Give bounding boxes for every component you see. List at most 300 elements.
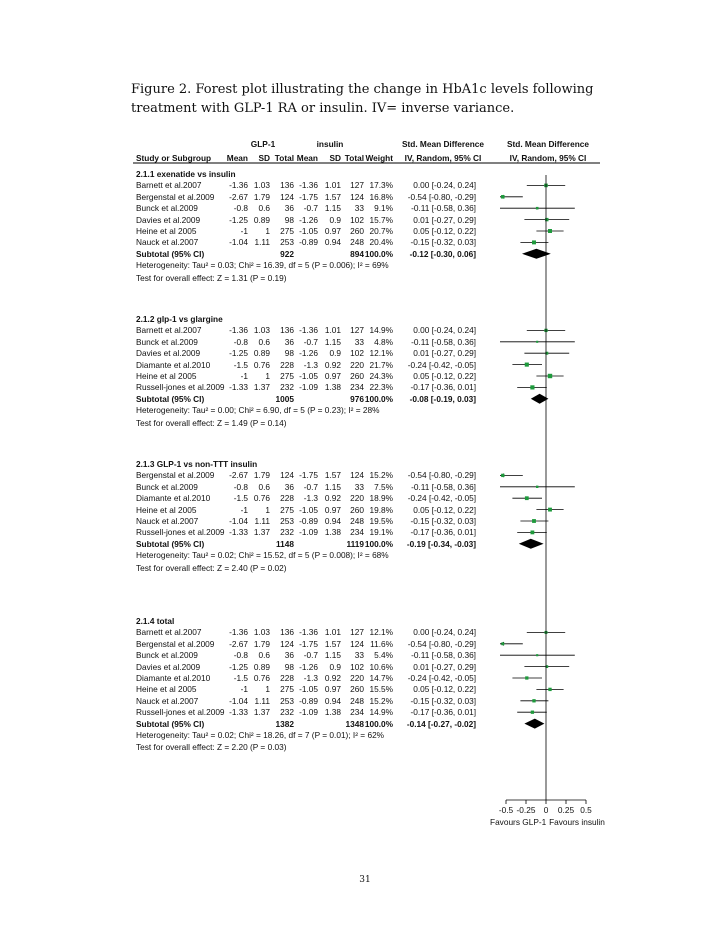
study-weight: 21.7%	[369, 359, 393, 370]
subgroup-title: 2.1.1 exenatide vs insulin	[136, 169, 236, 179]
study-name: Bergenstal et al.2009	[136, 470, 215, 481]
study-ci: -0.17 [-0.36, 0.01]	[410, 707, 476, 718]
page-number: 31	[359, 875, 371, 885]
glp1-mean: -0.8	[233, 336, 248, 347]
glp1-sd: 0.6	[258, 203, 270, 214]
study-weight: 15.7%	[369, 214, 393, 225]
subtotal-diamond	[524, 719, 544, 729]
study-name: Barnett et al.2007	[136, 180, 202, 191]
insulin-mean: -1.05	[299, 371, 318, 381]
study-ci: -0.11 [-0.58, 0.36]	[411, 336, 476, 347]
insulin-sd: 1.15	[324, 650, 341, 661]
study-marker	[548, 688, 551, 691]
glp1-total: 136	[280, 325, 294, 336]
glp1-sd: 1	[265, 504, 270, 515]
smd-right-sub: IV, Random, 95% CI	[509, 153, 587, 163]
insulin-total: 124	[350, 470, 364, 481]
study-ci: -0.24 [-0.42, -0.05]	[407, 359, 476, 370]
subtotal-label: Subtotal (95% CI)	[136, 718, 205, 729]
insulin-total: 124	[350, 638, 364, 649]
glp1-mean: -2.67	[229, 191, 248, 202]
glp1-sd: 0.76	[253, 359, 270, 370]
glp1-total: 228	[280, 359, 294, 370]
glp1-mean: -1.33	[229, 527, 248, 538]
glp1-mean: -1.25	[229, 661, 248, 672]
subtotal-insulin-total: 894	[350, 248, 364, 259]
glp1-total: 136	[280, 627, 294, 638]
glp1-mean: -1.04	[229, 516, 248, 526]
study-weight: 16.8%	[369, 191, 393, 202]
study-name: Bunck et al.2009	[136, 650, 198, 661]
insulin-sd: 1.01	[324, 325, 341, 336]
insulin-total: 260	[350, 684, 364, 695]
insulin-mean: -1.36	[299, 627, 318, 638]
study-ci: -0.11 [-0.58, 0.36]	[411, 650, 476, 661]
study-name: Bunck et al.2009	[136, 203, 198, 214]
subtotal-ci: -0.14 [-0.27, -0.02]	[406, 718, 476, 729]
insulin-mean: -1.3	[303, 493, 318, 504]
study-name: Diamante et al.2010	[136, 359, 211, 370]
study-marker	[501, 474, 504, 477]
study-marker	[536, 207, 539, 210]
smd-right-title: Std. Mean Difference	[506, 139, 590, 149]
study-ci: -0.17 [-0.36, 0.01]	[410, 382, 476, 393]
glp1-sd: 0.6	[258, 481, 270, 492]
insulin-mean: -1.09	[299, 382, 318, 393]
subtotal-glp1-total: 1005	[275, 393, 294, 404]
insulin-total: 220	[350, 673, 364, 683]
subtotal-ci: -0.19 [-0.34, -0.03]	[406, 538, 476, 549]
glp1-mean: -1	[240, 371, 248, 381]
subtotal-glp1-total: 1148	[276, 538, 294, 549]
glp1-mean: -1.04	[229, 237, 248, 248]
study-ci: 0.01 [-0.27, 0.29]	[413, 214, 476, 225]
glp1-sd: 1.79	[253, 470, 270, 481]
insulin-sd: 1.15	[324, 336, 341, 347]
study-marker	[532, 519, 536, 523]
glp1-mean: -1	[240, 226, 248, 236]
insulin-total: 102	[350, 661, 364, 672]
glp1-total: 36	[284, 203, 294, 214]
subtotal-glp1-total: 1382	[275, 718, 294, 729]
study-marker	[501, 195, 505, 199]
study-weight: 11.6%	[370, 638, 393, 649]
insulin-mean: -1.05	[299, 684, 318, 695]
glp1-mean: -1.33	[229, 382, 248, 393]
glp1-mean: -1.36	[229, 325, 248, 336]
glp1-sd: 1.03	[253, 627, 270, 638]
study-ci: -0.24 [-0.42, -0.05]	[407, 673, 476, 683]
insulin-mean: -1.3	[303, 673, 318, 683]
glp1-mean: -1	[240, 684, 248, 695]
study-name: Bunck et al.2009	[136, 336, 198, 347]
subtotal-ci: -0.12 [-0.30, 0.06]	[409, 248, 476, 259]
insulin-total: 102	[350, 348, 364, 359]
study-ci: 0.00 [-0.24, 0.24]	[413, 180, 476, 191]
insulin-total: 127	[350, 180, 364, 191]
study-weight: 14.7%	[369, 673, 393, 683]
study-weight: 18.9%	[369, 493, 393, 504]
glp1-mean: -0.8	[233, 650, 248, 661]
insulin-mean: -1.09	[299, 527, 318, 538]
x-tick-label: 0.5	[580, 805, 592, 815]
study-ci: 0.05 [-0.12, 0.22]	[413, 684, 476, 695]
study-marker	[525, 676, 528, 679]
x-tick-label: -0.25	[516, 805, 536, 815]
insulin-total: 234	[350, 527, 364, 538]
study-ci: -0.54 [-0.80, -0.29]	[407, 470, 476, 481]
study-ci: 0.00 [-0.24, 0.24]	[413, 627, 476, 638]
glp1-total: 253	[280, 695, 294, 706]
glp1-mean: -1.5	[233, 673, 248, 683]
insulin-sd: 0.92	[324, 673, 341, 683]
insulin-sd: 1.01	[324, 627, 341, 638]
study-ci: -0.15 [-0.32, 0.03]	[410, 516, 476, 526]
glp1-mean: -0.8	[233, 203, 248, 214]
subtotal-label: Subtotal (95% CI)	[136, 248, 205, 259]
insulin-mean: -1.05	[299, 504, 318, 515]
subgroup-title: 2.1.2 glp-1 vs glargine	[136, 314, 223, 324]
study-marker	[536, 486, 538, 488]
insulin-mean: -0.89	[299, 237, 318, 248]
study-ci: 0.05 [-0.12, 0.22]	[413, 226, 476, 236]
insulin-group-header: insulin	[316, 139, 344, 149]
favours-left-label: Favours GLP-1	[490, 817, 547, 827]
insulin-sd: 0.9	[329, 348, 341, 359]
insulin-sd: 0.97	[324, 371, 341, 381]
insulin-sd: 0.97	[324, 684, 341, 695]
glp1-mean: -1.5	[233, 359, 248, 370]
glp1-total: 275	[280, 226, 294, 236]
glp1-mean: -1.36	[229, 627, 248, 638]
glp1-total: 275	[280, 504, 294, 515]
glp1-mean: -1.5	[233, 493, 248, 504]
glp1-total: 124	[280, 191, 294, 202]
insulin-total-header: Total	[344, 153, 364, 163]
insulin-mean-header: Mean	[296, 153, 318, 163]
glp1-total: 232	[280, 382, 294, 393]
insulin-total: 33	[354, 481, 364, 492]
study-ci: -0.24 [-0.42, -0.05]	[407, 493, 476, 504]
insulin-mean: -1.36	[299, 180, 318, 191]
insulin-sd: 0.94	[324, 237, 341, 248]
glp1-sd: 1.79	[253, 191, 270, 202]
insulin-sd-header: SD	[329, 153, 341, 163]
insulin-total: 33	[354, 336, 364, 347]
insulin-mean: -0.7	[303, 650, 318, 661]
insulin-total: 260	[350, 504, 364, 515]
study-weight: 22.3%	[369, 382, 393, 393]
smd-left-sub: IV, Random, 95% CI	[404, 153, 482, 163]
glp1-mean: -1.25	[229, 214, 248, 225]
glp1-sd: 0.89	[253, 214, 270, 225]
heterogeneity-text: Heterogeneity: Tau² = 0.02; Chi² = 15.52, df = 5 (P = 0.008); I² = 68%	[136, 550, 389, 561]
subtotal-ci: -0.08 [-0.19, 0.03]	[409, 393, 476, 404]
glp1-total: 36	[284, 336, 294, 347]
insulin-total: 33	[354, 650, 364, 661]
insulin-total: 220	[350, 493, 364, 504]
glp1-total: 136	[280, 180, 294, 191]
insulin-total: 234	[350, 382, 364, 393]
weight-header: Weight	[365, 153, 393, 163]
study-marker	[548, 508, 552, 512]
insulin-sd: 1.01	[324, 180, 341, 191]
glp1-sd: 1.11	[254, 237, 270, 248]
x-tick-label: 0	[543, 805, 549, 815]
overall-effect-text: Test for overall effect: Z = 2.40 (P = 0.02)	[136, 562, 287, 573]
insulin-total: 248	[350, 237, 364, 248]
study-weight: 14.9%	[369, 325, 393, 336]
glp1-group-header: GLP-1	[250, 139, 276, 149]
glp1-mean-header: Mean	[226, 153, 248, 163]
subtotal-insulin-total: 976	[350, 393, 364, 404]
favours-right-label: Favours insulin	[549, 817, 605, 827]
study-ci: -0.54 [-0.80, -0.29]	[407, 638, 476, 649]
glp1-sd: 1.37	[253, 527, 270, 538]
heterogeneity-text: Heterogeneity: Tau² = 0.00; Chi² = 6.90, df = 5 (P = 0.23); I² = 28%	[136, 405, 380, 416]
insulin-sd: 1.15	[324, 481, 341, 492]
study-weight: 4.8%	[374, 336, 393, 347]
glp1-sd: 0.6	[258, 650, 270, 661]
study-col-header: Study or Subgroup	[136, 153, 212, 163]
overall-effect-text: Test for overall effect: Z = 2.20 (P = 0.03)	[136, 742, 287, 753]
insulin-total: 260	[350, 226, 364, 236]
glp1-total: 36	[284, 481, 294, 492]
insulin-total: 248	[350, 695, 364, 706]
study-weight: 7.5%	[374, 481, 393, 492]
glp1-total: 253	[280, 237, 294, 248]
study-ci: 0.01 [-0.27, 0.29]	[413, 348, 476, 359]
glp1-total: 275	[280, 684, 294, 695]
glp1-total-header: Total	[274, 153, 294, 163]
study-ci: -0.15 [-0.32, 0.03]	[410, 695, 476, 706]
glp1-mean: -2.67	[229, 638, 248, 649]
subtotal-glp1-total: 922	[280, 248, 294, 259]
glp1-sd: 0.89	[253, 661, 270, 672]
study-weight: 19.8%	[369, 504, 393, 515]
figure-caption: Figure 2. Forest plot illustrating the change in HbA1c levels following treatment with GLP-1 RA or insulin. IV= inverse variance.	[131, 82, 594, 116]
glp1-sd: 0.76	[253, 493, 270, 504]
insulin-sd: 0.97	[324, 504, 341, 515]
glp1-sd: 1.37	[253, 382, 270, 393]
insulin-mean: -1.05	[299, 226, 318, 236]
study-weight: 20.7%	[369, 226, 393, 236]
insulin-sd: 1.38	[324, 707, 341, 718]
study-name: Russell-jones et al.2009	[136, 707, 225, 718]
study-name: Barnett et al.2007	[136, 325, 202, 336]
study-name: Davies et al.2009	[136, 348, 201, 359]
study-ci: -0.11 [-0.58, 0.36]	[411, 203, 476, 214]
glp1-total: 232	[280, 707, 294, 718]
insulin-total: 33	[354, 203, 364, 214]
glp1-sd: 1	[265, 371, 270, 381]
insulin-mean: -0.7	[303, 203, 318, 214]
study-weight: 14.9%	[369, 707, 393, 718]
study-name: Davies et al.2009	[136, 661, 201, 672]
study-name: Nauck et al.2007	[136, 237, 199, 248]
insulin-total: 248	[350, 516, 364, 526]
insulin-mean: -0.89	[299, 695, 318, 706]
glp1-total: 98	[284, 661, 294, 672]
glp1-mean: -1.33	[229, 707, 248, 718]
glp1-mean: -1	[240, 504, 248, 515]
study-weight: 19.1%	[369, 527, 393, 538]
subtotal-weight: 100.0%	[364, 718, 393, 729]
glp1-sd: 1.37	[253, 707, 270, 718]
study-marker	[532, 240, 536, 244]
glp1-sd: 1.03	[253, 325, 270, 336]
insulin-mean: -1.09	[299, 707, 318, 718]
insulin-mean: -1.3	[303, 359, 318, 370]
insulin-mean: -1.26	[299, 214, 318, 225]
glp1-total: 98	[284, 348, 294, 359]
insulin-sd: 1.57	[324, 470, 341, 481]
study-weight: 17.3%	[369, 180, 393, 191]
study-weight: 5.4%	[374, 650, 393, 661]
insulin-mean: -1.26	[299, 661, 318, 672]
insulin-sd: 1.38	[324, 382, 341, 393]
glp1-total: 228	[280, 673, 294, 683]
glp1-mean: -2.67	[229, 470, 248, 481]
insulin-mean: -1.75	[299, 470, 318, 481]
insulin-total: 220	[350, 359, 364, 370]
glp1-sd: 0.89	[253, 348, 270, 359]
x-tick-label: 0.25	[557, 805, 575, 815]
subgroup-title: 2.1.3 GLP-1 vs non-TTT insulin	[136, 459, 258, 469]
subtotal-weight: 100.0%	[364, 393, 393, 404]
study-name: Diamante et al.2010	[136, 673, 211, 683]
study-name: Bunck et al.2009	[136, 481, 198, 492]
study-marker	[525, 363, 529, 367]
insulin-total: 127	[350, 627, 364, 638]
insulin-sd: 1.57	[324, 191, 341, 202]
heterogeneity-text: Heterogeneity: Tau² = 0.02; Chi² = 18.26, df = 7 (P = 0.01); I² = 62%	[136, 730, 385, 740]
insulin-total: 124	[350, 191, 364, 202]
glp1-sd: 1	[265, 684, 270, 695]
study-marker	[501, 642, 504, 645]
study-ci: -0.54 [-0.80, -0.29]	[407, 191, 476, 202]
study-weight: 10.6%	[369, 661, 393, 672]
study-name: Heine et al 2005	[136, 504, 197, 515]
study-marker	[530, 385, 534, 389]
study-ci: 0.05 [-0.12, 0.22]	[413, 371, 476, 381]
subtotal-insulin-total: 1348	[345, 718, 364, 729]
subtotal-insulin-total: 1119	[346, 538, 364, 549]
subtotal-weight: 100.0%	[364, 538, 393, 549]
study-name: Heine et al 2005	[136, 684, 197, 695]
study-ci: -0.11 [-0.58, 0.36]	[411, 481, 476, 492]
study-marker	[532, 699, 535, 702]
study-weight: 24.3%	[369, 371, 393, 381]
glp1-total: 275	[280, 371, 294, 381]
insulin-mean: -0.7	[303, 481, 318, 492]
insulin-sd: 0.9	[329, 214, 341, 225]
glp1-total: 228	[280, 493, 294, 504]
study-weight: 19.5%	[369, 516, 393, 526]
study-marker	[525, 496, 529, 500]
insulin-sd: 0.94	[324, 516, 341, 526]
glp1-sd: 1	[265, 226, 270, 236]
study-ci: 0.05 [-0.12, 0.22]	[413, 504, 476, 515]
subtotal-label: Subtotal (95% CI)	[136, 538, 205, 549]
insulin-sd: 0.97	[324, 226, 341, 236]
smd-left-title: Std. Mean Difference	[401, 139, 485, 149]
study-weight: 20.4%	[369, 237, 393, 248]
insulin-total: 127	[350, 325, 364, 336]
insulin-mean: -1.75	[299, 638, 318, 649]
glp1-total: 124	[280, 470, 294, 481]
study-marker	[548, 374, 552, 378]
study-ci: 0.01 [-0.27, 0.29]	[413, 661, 476, 672]
study-ci: -0.15 [-0.32, 0.03]	[410, 237, 476, 248]
glp1-sd: 1.79	[253, 638, 270, 649]
heterogeneity-text: Heterogeneity: Tau² = 0.03; Chi² = 16.39, df = 5 (P = 0.006); I² = 69%	[136, 260, 389, 271]
study-name: Heine et al 2005	[136, 371, 197, 381]
subgroup-title: 2.1.4 total	[136, 616, 175, 626]
insulin-total: 102	[350, 214, 364, 225]
study-weight: 15.2%	[369, 695, 393, 706]
glp1-total: 124	[280, 638, 294, 649]
glp1-mean: -1.25	[229, 348, 248, 359]
study-weight: 15.2%	[369, 470, 393, 481]
insulin-sd: 1.57	[324, 638, 341, 649]
glp1-total: 253	[280, 516, 294, 526]
glp1-sd: 0.76	[253, 673, 270, 683]
insulin-sd: 1.38	[324, 527, 341, 538]
insulin-total: 260	[350, 371, 364, 381]
glp1-sd: 1.03	[253, 180, 270, 191]
study-weight: 12.1%	[369, 348, 393, 359]
subtotal-diamond	[519, 539, 544, 549]
insulin-sd: 0.92	[324, 493, 341, 504]
insulin-sd: 0.92	[324, 359, 341, 370]
study-name: Barnett et al.2007	[136, 627, 202, 638]
insulin-mean: -1.36	[299, 325, 318, 336]
glp1-sd: 0.6	[258, 336, 270, 347]
study-weight: 9.1%	[374, 203, 393, 214]
study-weight: 15.5%	[369, 684, 393, 695]
study-name: Bergenstal et al.2009	[136, 191, 215, 202]
study-weight: 12.1%	[369, 627, 393, 638]
glp1-total: 232	[280, 527, 294, 538]
study-name: Russell-jones et al.2009	[136, 382, 225, 393]
study-name: Diamante et al.2010	[136, 493, 211, 504]
insulin-sd: 1.15	[324, 203, 341, 214]
insulin-total: 234	[350, 707, 364, 718]
study-ci: -0.17 [-0.36, 0.01]	[410, 527, 476, 538]
study-ci: 0.00 [-0.24, 0.24]	[413, 325, 476, 336]
glp1-sd: 1.11	[254, 516, 270, 526]
subtotal-weight: 100.0%	[364, 248, 393, 259]
insulin-mean: -0.7	[303, 336, 318, 347]
study-marker	[536, 341, 538, 343]
study-marker	[531, 531, 535, 535]
overall-effect-text: Test for overall effect: Z = 1.31 (P = 0.19)	[136, 272, 287, 283]
study-name: Heine et al 2005	[136, 226, 197, 236]
subtotal-diamond	[522, 249, 551, 259]
subtotal-label: Subtotal (95% CI)	[136, 393, 205, 404]
glp1-total: 98	[284, 214, 294, 225]
study-name: Nauck et al.2007	[136, 695, 199, 706]
overall-effect-text: Test for overall effect: Z = 1.49 (P = 0.14)	[136, 417, 287, 428]
insulin-mean: -0.89	[299, 516, 318, 526]
study-marker	[548, 229, 552, 233]
study-marker	[531, 711, 534, 714]
insulin-sd: 0.94	[324, 695, 341, 706]
study-name: Nauck et al.2007	[136, 516, 199, 526]
glp1-sd: 1.11	[254, 695, 270, 706]
glp1-mean: -1.04	[229, 695, 248, 706]
